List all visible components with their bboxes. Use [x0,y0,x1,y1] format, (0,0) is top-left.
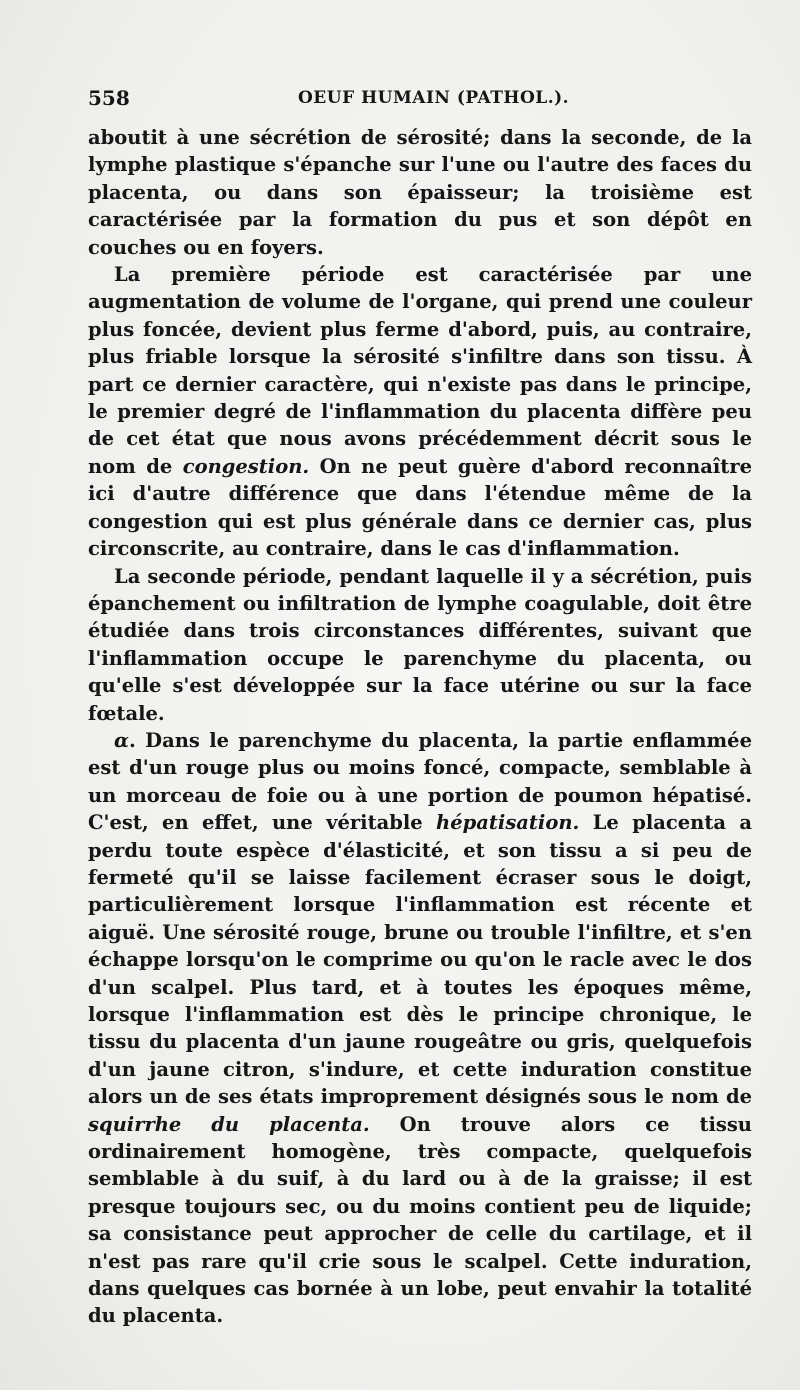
paragraph-4 [88,727,752,1330]
page-header [88,86,748,116]
paragraph-3-text: La seconde période, pendant laquelle il y a sécrétion, puis épanchement ou infiltration de lymphe coagulable, doit être étudiée dans trois circonstances différentes, suivant que l'inflammation occupe le parenchyme du placenta, ou qu'elle s'est développée sur la face utérine ou sur la face fœtale. [88,564,752,725]
paragraph-2-text-b: On ne peut guère d'abord reconnaître ici d'autre différence que dans l'étendue même de la congestion qui est plus générale dans ce dernier cas, plus circonscrite, au contraire, dans le cas d'inflammation. [88,454,752,561]
term-hepatisation: hépatisation. [436,811,580,835]
paragraph-4-text-c: On trouve alors ce tissu ordinairement homogène, très compacte, quelquefois semblable à du suif, à du lard ou à de la graisse; il est presque toujours sec, ou du moins contient peu de liquide; sa consistance peut approcher de celle du cartilage, et il n'est pas rare qu'il crie sous le scalpel. Cette induration, dans quelques cas bornée à un lobe, peut envahir la totalité du placenta. [88,1112,752,1328]
running-head: OEUF HUMAIN (PATHOL.). [298,88,570,108]
term-congestion: congestion. [182,454,310,478]
paragraph-4-text-a: . Dans le parenchyme du placenta, la partie enflammée est d'un rouge plus ou moins foncé, compacte, semblable à un morceau de foie ou à une portion de poumon hépatisé. C'est, en effet, une véritable [88,728,752,835]
paragraph-1-text: aboutit à une sécrétion de sérosité; dans la seconde, de la lymphe plastique s'épanche sur l'une ou l'autre des faces du placenta, ou dans son épaisseur; la troisième est caractérisée par la formation du pus et son dépôt en couches ou en foyers. [88,126,752,259]
paragraph-2-text-a: La première période est caractérisée par une augmentation de volume de l'organe, qui prend une couleur plus foncée, devient plus ferme d'abord, puis, au contraire, plus friable lorsque la sérosité s'infiltre dans son tissu. À part ce dernier caractère, qui n'existe pas dans le principe, le premier degré de l'inflammation du placenta diffère peu de cet état que nous avons précédemment décrit sous le nom de [88,263,752,478]
section-marker-alpha: α [114,728,130,752]
page-number: 558 [88,86,130,110]
body-text [88,124,752,1330]
term-squirrhe: squirrhe du placenta. [88,1112,370,1136]
paragraph-3 [88,563,752,727]
paragraph-2 [88,261,752,562]
paragraph-4-text-b: Le placenta a perdu toute espèce d'élasticité, et son tissu a si peu de fermeté qu'il se laisse facilement écraser sous le doigt, particulièrement lorsque l'inflammation est récente et aiguë. Une sérosité rouge, brune ou trouble l'infiltre, et s'en échappe lorsqu'on le comprime ou qu'on le racle avec le dos d'un scalpel. Plus tard, et à toutes les époques même, lorsque l'inflammation est dès le principe chronique, le tissu du placenta d'un jaune rougeâtre ou gris, quelquefois d'un jaune citron, s'indure, et cette induration constitue alors un de ses états improprement désignés sous le nom de [88,811,752,1109]
paragraph-1 [88,124,752,261]
